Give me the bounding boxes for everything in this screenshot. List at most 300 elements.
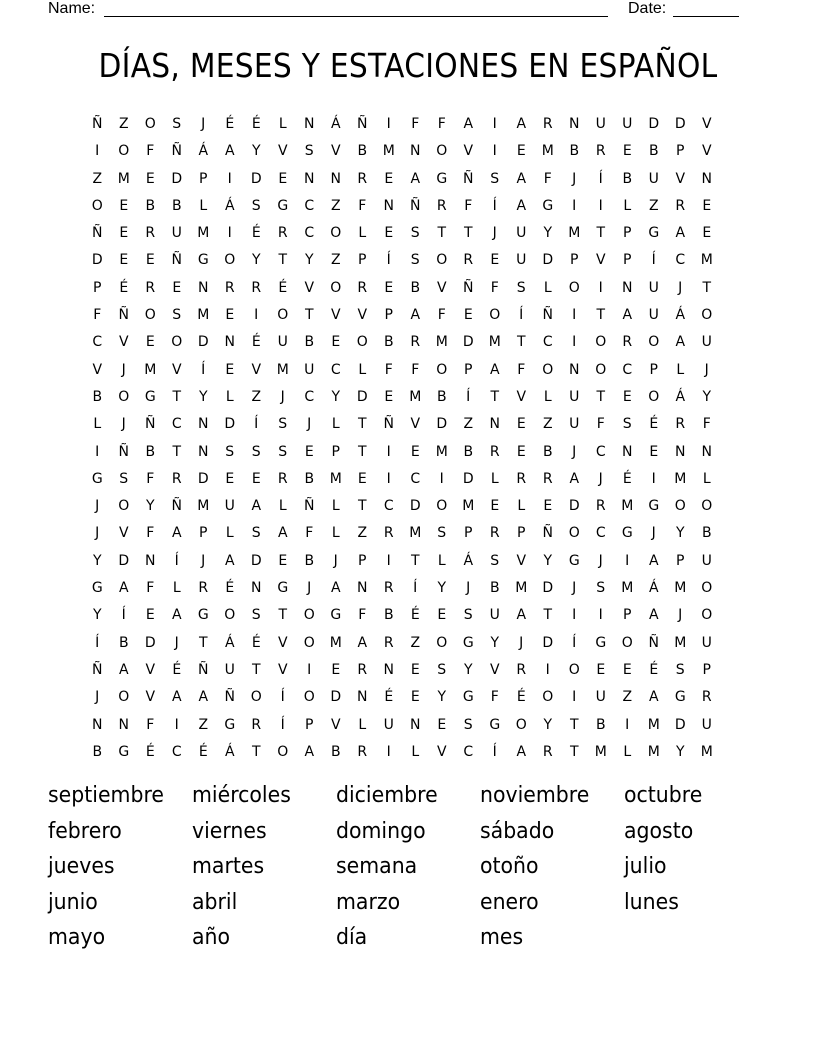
- grid-letter: U: [595, 116, 606, 132]
- grid-letter: E: [278, 552, 288, 569]
- grid-letter: T: [569, 716, 579, 733]
- grid-letter: A: [675, 334, 686, 351]
- grid-letter: P: [676, 552, 685, 569]
- grid-letter: E: [304, 443, 314, 460]
- grid-letter: D: [462, 334, 474, 351]
- grid-letter: Y: [437, 689, 447, 706]
- grid-letter: E: [622, 143, 632, 160]
- grid-letter: U: [224, 498, 235, 515]
- grid-letter: B: [304, 552, 315, 569]
- grid-letter: O: [356, 334, 368, 351]
- grid-letter: I: [386, 470, 391, 487]
- grid-letter: O: [489, 307, 501, 324]
- grid-letter: Ñ: [304, 498, 315, 515]
- grid-letter: T: [410, 552, 420, 569]
- grid-letter: I: [625, 716, 630, 733]
- grid-letter: U: [489, 607, 500, 624]
- grid-letter: Y: [702, 388, 712, 405]
- grid-letter: D: [250, 552, 262, 569]
- grid-letter: É: [198, 743, 208, 760]
- grid-row: [84, 442, 720, 469]
- grid-letter: I: [307, 661, 312, 678]
- grid-letter: E: [410, 661, 420, 678]
- grid-letter: O: [330, 225, 342, 242]
- word-list: [48, 780, 768, 958]
- grid-row: [84, 278, 720, 305]
- grid-letter: P: [331, 443, 340, 460]
- grid-letter: E: [516, 143, 526, 160]
- grid-letter: J: [201, 552, 206, 569]
- grid-letter: E: [437, 607, 447, 624]
- grid-letter: Ñ: [171, 252, 182, 269]
- grid-letter: A: [648, 689, 659, 706]
- grid-letter: V: [463, 143, 474, 160]
- grid-letter: D: [330, 689, 342, 706]
- grid-letter: A: [622, 307, 633, 324]
- grid-letter: T: [490, 388, 500, 405]
- word-list-item: febrero: [48, 818, 122, 844]
- grid-letter: C: [595, 443, 606, 460]
- grid-letter: O: [330, 279, 342, 296]
- grid-letter: F: [596, 416, 605, 433]
- grid-letter: Ñ: [171, 498, 182, 515]
- grid-letter: P: [358, 552, 367, 569]
- grid-letter: J: [598, 552, 603, 569]
- grid-letter: L: [172, 580, 181, 597]
- grid-letter: A: [516, 170, 527, 187]
- grid-letter: Y: [92, 607, 102, 624]
- grid-letter: É: [251, 334, 261, 351]
- grid-letter: P: [358, 252, 367, 269]
- grid-letter: T: [702, 279, 712, 296]
- grid-letter: J: [572, 443, 577, 460]
- grid-letter: I: [386, 743, 391, 760]
- grid-row: [84, 578, 720, 605]
- grid-letter: L: [543, 279, 552, 296]
- grid-letter: P: [464, 525, 473, 542]
- grid-letter: O: [568, 525, 580, 542]
- grid-letter: Z: [410, 634, 421, 651]
- grid-letter: U: [171, 225, 182, 242]
- grid-letter: M: [409, 525, 422, 542]
- grid-letter: C: [171, 416, 182, 433]
- grid-letter: A: [277, 525, 288, 542]
- grid-letter: M: [594, 743, 607, 760]
- grid-letter: I: [254, 307, 259, 324]
- grid-letter: F: [93, 307, 102, 324]
- grid-letter: C: [463, 743, 474, 760]
- grid-letter: I: [598, 279, 603, 296]
- grid-letter: I: [386, 552, 391, 569]
- grid-letter: Y: [543, 716, 553, 733]
- grid-letter: Í: [492, 743, 497, 760]
- grid-letter: V: [92, 361, 103, 378]
- grid-letter: O: [144, 116, 156, 132]
- grid-letter: O: [648, 334, 660, 351]
- grid-letter: A: [648, 552, 659, 569]
- grid-letter: T: [569, 743, 579, 760]
- grid-letter: B: [145, 197, 156, 214]
- grid-letter: Ñ: [648, 634, 659, 651]
- grid-letter: L: [411, 743, 420, 760]
- grid-letter: Ñ: [171, 143, 182, 160]
- grid-letter: E: [384, 170, 394, 187]
- grid-letter: M: [144, 361, 157, 378]
- grid-letter: S: [622, 416, 632, 433]
- word-list-item: jueves: [48, 854, 115, 880]
- grid-letter: N: [118, 716, 129, 733]
- word-list-item: semana: [336, 854, 418, 880]
- grid-letter: N: [330, 170, 341, 187]
- grid-letter: U: [516, 225, 527, 242]
- grid-letter: N: [357, 580, 368, 597]
- word-list-item: agosto: [624, 818, 694, 844]
- grid-letter: B: [383, 334, 394, 351]
- grid-letter: R: [436, 197, 447, 214]
- grid-letter: G: [91, 470, 103, 487]
- grid-letter: F: [464, 197, 473, 214]
- grid-letter: A: [569, 470, 580, 487]
- grid-letter: F: [146, 580, 155, 597]
- grid-letter: Ñ: [542, 307, 553, 324]
- grid-letter: P: [570, 252, 579, 269]
- grid-letter: M: [674, 470, 687, 487]
- grid-letter: T: [596, 307, 606, 324]
- grid-letter: G: [197, 607, 209, 624]
- grid-letter: I: [95, 443, 100, 460]
- grid-letter: D: [542, 634, 554, 651]
- grid-letter: R: [595, 498, 606, 515]
- grid-letter: L: [225, 525, 234, 542]
- grid-letter: T: [278, 607, 288, 624]
- grid-row: [84, 633, 720, 660]
- grid-letter: O: [118, 143, 130, 160]
- grid-letter: R: [675, 416, 686, 433]
- grid-letter: Z: [330, 252, 341, 269]
- grid-letter: Ñ: [410, 197, 421, 214]
- grid-letter: U: [648, 307, 659, 324]
- grid-letter: J: [704, 361, 709, 378]
- grid-letter: R: [224, 279, 235, 296]
- word-search-grid: [84, 114, 720, 769]
- grid-letter: S: [172, 307, 182, 324]
- grid-letter: V: [145, 689, 156, 706]
- grid-letter: R: [383, 634, 394, 651]
- grid-letter: M: [568, 225, 581, 242]
- grid-letter: G: [462, 634, 474, 651]
- header: [48, 0, 748, 20]
- grid-row: [84, 496, 720, 523]
- grid-letter: Á: [198, 143, 209, 160]
- grid-letter: S: [463, 716, 473, 733]
- grid-row: [84, 742, 720, 769]
- grid-letter: E: [331, 661, 341, 678]
- grid-letter: R: [489, 525, 500, 542]
- grid-letter: I: [227, 225, 232, 242]
- grid-letter: R: [542, 116, 553, 132]
- grid-letter: E: [384, 388, 394, 405]
- grid-letter: V: [277, 634, 288, 651]
- word-list-item: marzo: [336, 889, 401, 915]
- grid-letter: J: [95, 525, 100, 542]
- grid-letter: Y: [331, 388, 341, 405]
- grid-letter: D: [409, 498, 421, 515]
- grid-letter: N: [622, 279, 633, 296]
- grid-letter: O: [91, 197, 103, 214]
- grid-letter: E: [119, 197, 129, 214]
- word-list-item: mes: [480, 925, 524, 951]
- grid-letter: N: [251, 580, 262, 597]
- grid-letter: L: [623, 743, 632, 760]
- grid-letter: F: [517, 361, 526, 378]
- grid-letter: S: [516, 279, 526, 296]
- grid-letter: V: [489, 661, 500, 678]
- grid-letter: M: [197, 307, 210, 324]
- grid-letter: N: [410, 716, 421, 733]
- grid-letter: D: [648, 116, 660, 132]
- grid-letter: M: [117, 170, 130, 187]
- grid-letter: N: [198, 443, 209, 460]
- grid-letter: E: [516, 443, 526, 460]
- grid-letter: Í: [280, 716, 285, 733]
- grid-letter: E: [622, 661, 632, 678]
- grid-letter: S: [278, 416, 288, 433]
- grid-letter: É: [251, 116, 261, 132]
- grid-letter: O: [542, 689, 554, 706]
- grid-letter: D: [356, 388, 368, 405]
- grid-letter: V: [357, 307, 368, 324]
- grid-letter: U: [224, 661, 235, 678]
- grid-letter: V: [118, 334, 129, 351]
- grid-letter: M: [647, 716, 660, 733]
- grid-letter: S: [437, 661, 447, 678]
- grid-letter: M: [197, 225, 210, 242]
- grid-letter: Y: [543, 225, 553, 242]
- grid-letter: B: [145, 443, 156, 460]
- grid-letter: N: [569, 116, 580, 132]
- grid-letter: R: [516, 470, 527, 487]
- grid-letter: E: [543, 498, 553, 515]
- grid-letter: L: [331, 498, 340, 515]
- grid-letter: R: [145, 225, 156, 242]
- grid-letter: I: [598, 197, 603, 214]
- grid-letter: Í: [413, 580, 418, 597]
- grid-letter: E: [437, 716, 447, 733]
- grid-letter: J: [95, 498, 100, 515]
- grid-letter: E: [384, 225, 394, 242]
- grid-letter: A: [410, 170, 421, 187]
- grid-letter: Z: [330, 197, 341, 214]
- grid-letter: J: [492, 225, 497, 242]
- grid-letter: F: [146, 470, 155, 487]
- grid-letter: Y: [463, 661, 473, 678]
- grid-letter: G: [330, 607, 342, 624]
- grid-letter: M: [674, 580, 687, 597]
- grid-letter: F: [411, 116, 420, 132]
- grid-letter: B: [463, 443, 474, 460]
- grid-letter: S: [225, 443, 235, 460]
- grid-letter: O: [224, 252, 236, 269]
- grid-letter: M: [515, 580, 528, 597]
- grid-letter: V: [436, 279, 447, 296]
- grid-letter: M: [435, 443, 448, 460]
- grid-letter: M: [541, 143, 554, 160]
- grid-letter: F: [146, 143, 155, 160]
- grid-letter: D: [462, 470, 474, 487]
- grid-letter: Ñ: [383, 416, 394, 433]
- grid-letter: D: [674, 716, 686, 733]
- grid-letter: É: [251, 225, 261, 242]
- grid-letter: Z: [92, 170, 103, 187]
- grid-letter: P: [649, 361, 658, 378]
- grid-letter: V: [436, 743, 447, 760]
- word-list-item: día: [336, 925, 368, 951]
- grid-letter: B: [92, 743, 103, 760]
- grid-letter: J: [572, 170, 577, 187]
- grid-letter: Y: [304, 252, 314, 269]
- grid-letter: B: [330, 743, 341, 760]
- word-list-item: domingo: [336, 818, 426, 844]
- grid-letter: I: [492, 143, 497, 160]
- grid-letter: P: [199, 170, 208, 187]
- grid-letter: Á: [675, 388, 686, 405]
- grid-letter: N: [198, 279, 209, 296]
- grid-letter: É: [251, 634, 261, 651]
- grid-letter: O: [542, 361, 554, 378]
- grid-letter: I: [572, 607, 577, 624]
- grid-letter: I: [227, 170, 232, 187]
- grid-letter: N: [357, 689, 368, 706]
- grid-letter: L: [490, 470, 499, 487]
- grid-letter: B: [92, 388, 103, 405]
- grid-letter: T: [357, 498, 367, 515]
- grid-letter: Í: [651, 252, 656, 269]
- grid-letter: T: [172, 443, 182, 460]
- grid-letter: T: [463, 225, 473, 242]
- grid-row: [84, 523, 720, 550]
- grid-letter: I: [95, 143, 100, 160]
- grid-letter: É: [119, 279, 129, 296]
- grid-letter: B: [383, 607, 394, 624]
- grid-letter: M: [674, 634, 687, 651]
- grid-letter: R: [410, 334, 421, 351]
- grid-letter: R: [595, 143, 606, 160]
- grid-letter: V: [145, 661, 156, 678]
- grid-letter: N: [489, 416, 500, 433]
- grid-letter: L: [358, 361, 367, 378]
- grid-letter: J: [678, 607, 683, 624]
- grid-letter: Ñ: [92, 225, 103, 242]
- grid-letter: N: [701, 443, 712, 460]
- grid-letter: G: [462, 689, 474, 706]
- grid-letter: N: [383, 661, 394, 678]
- grid-letter: O: [701, 607, 713, 624]
- grid-letter: C: [92, 334, 103, 351]
- grid-letter: R: [357, 661, 368, 678]
- grid-row: [84, 687, 720, 714]
- grid-letter: R: [516, 661, 527, 678]
- grid-letter: Á: [648, 580, 659, 597]
- grid-letter: T: [251, 661, 261, 678]
- grid-letter: G: [118, 743, 130, 760]
- grid-letter: J: [678, 279, 683, 296]
- grid-letter: S: [119, 470, 129, 487]
- grid-letter: C: [304, 225, 315, 242]
- grid-letter: J: [121, 416, 126, 433]
- grid-letter: S: [675, 661, 685, 678]
- grid-letter: O: [144, 307, 156, 324]
- grid-letter: P: [199, 525, 208, 542]
- grid-letter: É: [649, 661, 659, 678]
- grid-letter: C: [304, 388, 315, 405]
- grid-row: [84, 414, 720, 441]
- grid-letter: Z: [542, 416, 553, 433]
- grid-letter: J: [95, 689, 100, 706]
- grid-letter: V: [410, 416, 421, 433]
- grid-letter: N: [145, 552, 156, 569]
- word-list-item: otoño: [480, 854, 539, 880]
- grid-letter: E: [596, 661, 606, 678]
- grid-letter: E: [410, 689, 420, 706]
- grid-letter: Ñ: [118, 443, 129, 460]
- grid-letter: M: [435, 334, 448, 351]
- grid-letter: L: [278, 116, 287, 132]
- grid-letter: C: [675, 252, 686, 269]
- grid-letter: O: [303, 607, 315, 624]
- grid-letter: O: [118, 498, 130, 515]
- grid-letter: M: [329, 470, 342, 487]
- grid-letter: R: [198, 580, 209, 597]
- grid-letter: J: [201, 116, 206, 132]
- grid-letter: A: [171, 689, 182, 706]
- grid-letter: I: [572, 334, 577, 351]
- grid-letter: V: [701, 143, 712, 160]
- grid-letter: U: [701, 334, 712, 351]
- grid-letter: I: [598, 607, 603, 624]
- grid-letter: V: [277, 143, 288, 160]
- grid-letter: C: [304, 197, 315, 214]
- grid-letter: N: [224, 334, 235, 351]
- grid-letter: Ñ: [463, 170, 474, 187]
- name-label: Name:: [48, 0, 96, 17]
- grid-letter: C: [330, 361, 341, 378]
- grid-letter: Í: [174, 552, 179, 569]
- grid-letter: Í: [598, 170, 603, 187]
- grid-letter: O: [674, 498, 686, 515]
- grid-letter: F: [437, 307, 446, 324]
- grid-letter: Ñ: [92, 661, 103, 678]
- grid-letter: V: [701, 116, 712, 132]
- grid-letter: D: [542, 252, 554, 269]
- grid-letter: G: [674, 689, 686, 706]
- grid-letter: N: [410, 143, 421, 160]
- grid-letter: O: [118, 388, 130, 405]
- grid-letter: B: [622, 170, 633, 187]
- grid-letter: O: [171, 334, 183, 351]
- grid-letter: R: [463, 252, 474, 269]
- grid-letter: D: [197, 334, 209, 351]
- grid-letter: B: [701, 525, 712, 542]
- grid-letter: O: [568, 279, 580, 296]
- grid-letter: B: [595, 716, 606, 733]
- grid-letter: F: [437, 116, 446, 132]
- grid-letter: V: [330, 716, 341, 733]
- grid-letter: Í: [121, 607, 126, 624]
- word-list-item: viernes: [192, 818, 267, 844]
- grid-letter: L: [331, 416, 340, 433]
- grid-letter: F: [490, 279, 499, 296]
- word-list-item: año: [192, 925, 231, 951]
